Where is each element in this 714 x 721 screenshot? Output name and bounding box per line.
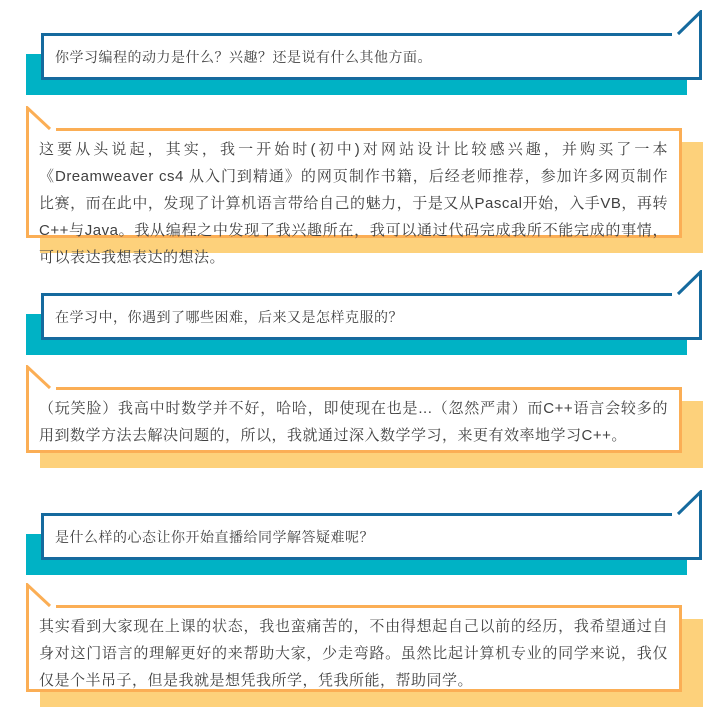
- question-text: 你学习编程的动力是什么？兴趣？还是说有什么其他方面。: [55, 48, 432, 65]
- answer-bubble-1: [26, 128, 682, 266]
- answer-bubble-2: [26, 387, 682, 453]
- answer-text: 这要从头说起，其实，我一开始时(初中)对网站设计比较感兴趣，并购买了一本《Dreamweaver cs4 从入门到精通》的网页制作书籍，后经老师推荐，参加许多网页制作比赛，而在此中，发现了计算机语言带给自己的魅力，于是又从Pascal开始，入手VB，再转C++与Java。我从编程之中发现了我兴趣所在，我可以通过代码完成我所不能完成的事情，可以表达我想表达的想法。: [39, 141, 668, 266]
- answer-text: （玩笑脸）我高中时数学并不好，哈哈，即使现在也是...（忽然严肃）而C++语言会较多的用到数学方法去解决问题的，所以，我就通过深入数学学习，来更有效率地学习C++。: [39, 400, 668, 444]
- question-bubble-1: [41, 33, 702, 80]
- question-text: 在学习中，你遇到了哪些困难，后来又是怎样克服的？: [55, 308, 403, 325]
- answer-bubble-3: [26, 605, 682, 692]
- question-bubble-2: [41, 293, 702, 340]
- answer-text: 其实看到大家现在上课的状态，我也蛮痛苦的，不由得想起自己以前的经历，我希望通过自身对这门语言的理解更好的来帮助大家，少走弯路。虽然比起计算机专业的同学来说，我仅仅是个半吊子，但是我就是想凭我所学，凭我所能，帮助同学。: [39, 618, 668, 689]
- question-text: 是什么样的心态让你开始直播给同学解答疑难呢？: [55, 528, 374, 545]
- question-bubble-3: [41, 513, 702, 560]
